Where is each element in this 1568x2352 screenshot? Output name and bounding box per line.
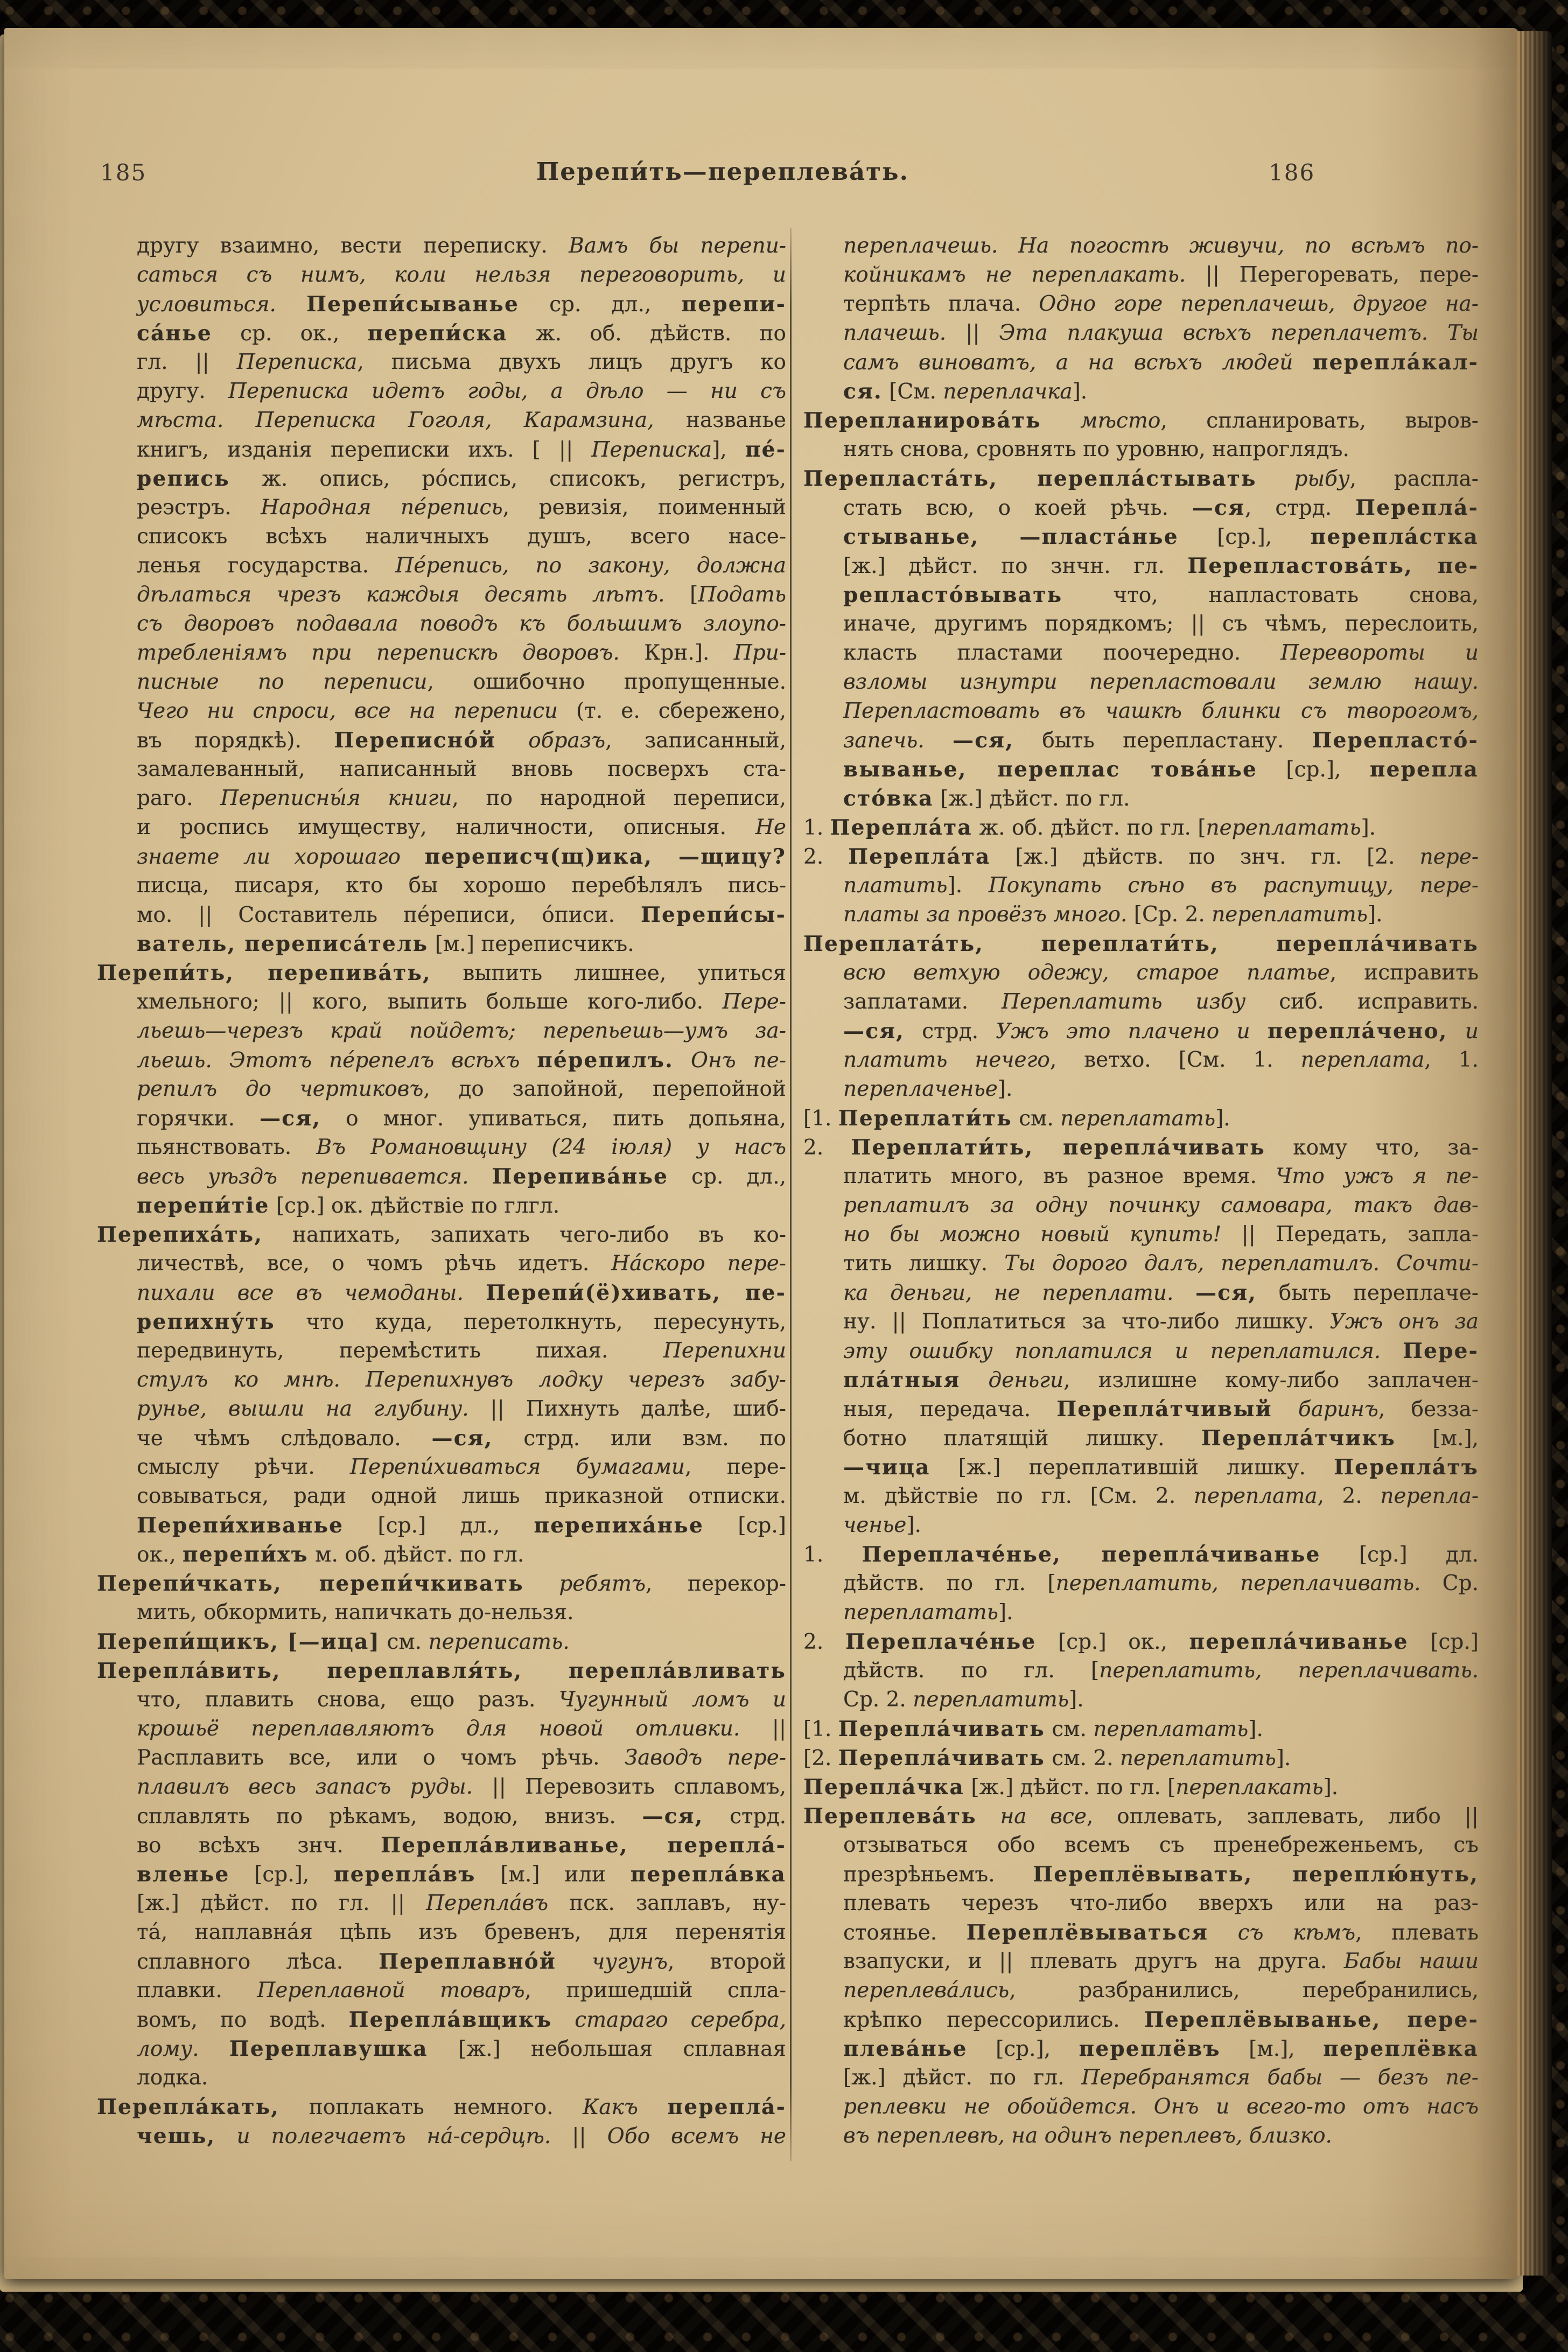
text-line: репись ж. опись, ро́спись, списокъ, регистръ,	[137, 466, 786, 491]
text-line: дѣйств. по гл. [переплатить, переплачивать. Ср.	[843, 1571, 1479, 1595]
text-line: [ж.] дѣйст. по гл. Перебранятся бабы — безъ пе-	[843, 2066, 1479, 2090]
text-line: выванье, переплас това́нье [ср.], перепла	[843, 757, 1479, 782]
text-line: въ порядкѣ). Переписно́й образъ, записанный,	[137, 728, 786, 753]
text-line: ныя, передача. Перепла́тчивый баринъ, безза-	[843, 1397, 1479, 1422]
text-line: терпѣть плача. Одно горе переплачешь, другое на-	[843, 292, 1479, 316]
text-line: сплавного лѣса. Переплавно́й чугунъ, второй	[137, 1949, 786, 1974]
text-line: замалеванный, написанный вновь посверхъ ста-	[137, 757, 786, 781]
text-line: Переплева́ть на все, оплевать, заплевать, либо ||	[803, 1804, 1479, 1829]
text-line: стыванье, —пласта́нье [ср.], перепла́стка	[843, 524, 1479, 549]
text-line: вомъ, по водѣ. Перепла́вщикъ стараго серебра,	[137, 2007, 787, 2032]
text-line: реэстръ. Народная пе́репись, ревизія, поименный	[137, 495, 786, 520]
text-line: Перепи́хиванье [ср.] дл., перепиха́нье [ср.]	[137, 1513, 786, 1538]
text-line: переплева́лись, разбранились, перебранились,	[843, 1978, 1479, 2003]
page-number-right: 186	[1269, 159, 1315, 186]
text-line: хмельного; || кого, выпить больше кого-либо. Пере-	[137, 990, 786, 1014]
text-line: тить лишку. Ты дорого далъ, переплатилъ. Сочти-	[843, 1251, 1479, 1276]
text-line: дѣйств. по гл. [переплатить, переплачивать.	[843, 1658, 1479, 1683]
text-line: презрѣньемъ. Переплёвывать, переплю́нуть,	[843, 1862, 1479, 1887]
text-line: плева́нье [ср.], переплёвъ [м.], переплёвка	[843, 2036, 1479, 2061]
text-line: раго. Переписны́я книги, по народной переписи,	[137, 786, 786, 810]
text-line: стать всю, о коей рѣчь. —ся, стрд. Перепла́-	[843, 495, 1479, 520]
text-line: 2. Переплати́ть, перепла́чивать кому что, за-	[803, 1135, 1479, 1160]
text-line: переплачешь. На погостѣ живучи, по всѣмъ по-	[843, 234, 1479, 258]
text-line: Перепиха́ть, напихать, запихать чего-либо въ ко-	[97, 1222, 786, 1247]
text-line: передвинуть, перемѣстить пихая. Перепихни	[137, 1339, 786, 1363]
text-line: взломы изнутри перепластовали землю нашу.	[843, 670, 1479, 694]
text-line: эту ошибку поплатился и переплатился. Пере-	[843, 1339, 1479, 1363]
text-line: другу. Переписка идетъ годы, а дѣло — ни съ	[137, 379, 786, 403]
text-line: [ж.] дѣйст. по гл. || Перепла́въ пск. заплавъ, ну-	[137, 1891, 786, 1915]
text-line: лодка.	[137, 2066, 208, 2090]
text-line: репихну́ть что куда, перетолкнуть, пересунуть,	[137, 1310, 786, 1334]
text-line: лому. Переплавушка [ж.] небольшая сплавная	[137, 2036, 786, 2061]
text-line: льешь—черезъ край пойдетъ; перепьешь—умъ за-	[137, 1019, 786, 1043]
text-line: 1. Перепла́та ж. об. дѣйст. по гл. [переплатать].	[803, 815, 1376, 840]
text-line: требленіямъ при перепискѣ дворовъ. Крн.]. При-	[137, 641, 786, 665]
text-line: 2. Переплаче́нье [ср.] ок., перепла́чиванье [ср.]	[803, 1629, 1479, 1654]
page-header	[4, 28, 1518, 186]
text-line: ватель, переписа́тель [м.] переписчикъ.	[137, 932, 634, 956]
text-line: —чица [ж.] переплатившій лишку. Перепла́тъ	[843, 1455, 1479, 1480]
text-line: но бы можно новый купить! || Передать, запла-	[843, 1222, 1479, 1247]
text-line: стулъ ко мнѣ. Перепихнувъ лодку черезъ забу-	[137, 1368, 786, 1392]
text-line: реплевки не обойдется. Онъ и всего-то отъ насъ	[843, 2095, 1479, 2119]
text-line: горячки. —ся, о мног. упиваться, пить допьяна,	[137, 1106, 786, 1131]
text-line: плевать черезъ что-либо вверхъ или на раз-	[843, 1891, 1479, 1915]
text-line: плавки. Переплавной товаръ, пришедшій спла-	[137, 1978, 786, 2003]
text-line: и роспись имуществу, наличности, описныя. Не	[137, 815, 786, 839]
text-line: плачешь. || Эта плакуша всѣхъ переплачетъ. Ты	[843, 321, 1479, 345]
text-line: ну. || Поплатиться за что-либо лишку. Ужъ онъ за	[843, 1310, 1479, 1334]
text-line: сто́вка [ж.] дѣйст. по гл.	[843, 786, 1130, 811]
right-column	[803, 232, 1479, 2151]
text-line: пла́тныя деньги, излишне кому-либо заплачен-	[843, 1368, 1479, 1392]
text-line: вленье [ср.], перепла́въ [м.] или перепла́вка	[137, 1862, 787, 1887]
text-line: чешь, и полегчаетъ на́-сердцѣ. || Обо всемъ не	[137, 2124, 786, 2148]
text-line: [1. Переплати́ть см. переплатать].	[803, 1106, 1230, 1131]
text-line: всю ветхую одежу, старое платье, исправить	[843, 961, 1479, 985]
text-line: нять снова, сровнять по уровню, напроглядъ.	[843, 437, 1349, 461]
text-line: че чѣмъ слѣдовало. —ся, стрд. или взм. по	[137, 1426, 787, 1451]
text-line: ченье].	[843, 1513, 921, 1537]
text-line: Перепласта́ть, перепла́стывать рыбу, распла-	[803, 466, 1479, 491]
text-line: писца, писаря, кто бы хорошо перебѣлялъ пись-	[137, 873, 786, 898]
text-line: Перепланирова́ть мѣсто, спланировать, выров-	[803, 408, 1479, 433]
text-line: заплатами. Переплатить избу сиб. исправить.	[843, 990, 1479, 1014]
text-line: Перепла́кать, поплакать немного. Какъ перепла́-	[97, 2095, 787, 2119]
text-line: Расплавить все, или о чомъ рѣчь. Заводъ пере-	[137, 1746, 787, 1770]
text-line: во всѣхъ знч. Перепла́вливанье, перепла́-	[137, 1833, 786, 1858]
text-line: личествѣ, все, о чомъ рѣчь идетъ. На́скоро пере-	[137, 1251, 786, 1276]
text-line: самъ виноватъ, а на всѣхъ людей перепла́кал-	[843, 350, 1479, 375]
text-line: [ж.] дѣйст. по знчн. гл. Перепластова́ть, пе-	[843, 554, 1479, 578]
text-line: саться съ нимъ, коли нельзя переговорить, и	[137, 263, 786, 287]
text-line: платы за провёзъ много. [Ср. 2. переплатить].	[843, 902, 1383, 927]
text-line: что, плавить снова, ещо разъ. Чугунный ломъ и	[137, 1688, 787, 1712]
text-line: ленья государства. Пе́репись, по закону, должна	[137, 554, 787, 578]
text-line: перепи́тіе [ср.] ок. дѣйствіе по глгл.	[137, 1193, 560, 1218]
text-line: платить много, въ разное время. Что ужъ я пе-	[843, 1164, 1479, 1188]
text-line: мить, обкормить, напичкать до-нельзя.	[137, 1600, 574, 1625]
text-line: ка деньги, не переплати. —ся, быть переплаче-	[843, 1280, 1479, 1305]
text-line: Переплата́ть, переплати́ть, перепла́чивать	[803, 932, 1479, 956]
page-number-left: 185	[100, 159, 147, 186]
text-line: [2. Перепла́чивать см. 2. переплатить].	[803, 1746, 1291, 1770]
text-line: репилъ до чертиковъ, до запойной, перепойной	[137, 1077, 786, 1101]
text-line: пихали все въ чемоданы. Перепи́(ё)хивать, пе-	[137, 1280, 786, 1305]
text-line: Перепи́ть, перепива́ть, выпить лишнее, упиться	[97, 961, 786, 985]
text-line: Перепи́чкать, перепи́чкивать ребятъ, перекор-	[97, 1571, 786, 1596]
left-column	[97, 232, 786, 2151]
column-divider	[790, 228, 792, 2161]
text-line: иначе, другимъ порядкомъ; || съ чѣмъ, переслоить,	[843, 612, 1479, 636]
text-line: смыслу рѣчи. Перепи́хиваться бумагами, пере-	[137, 1455, 787, 1479]
text-line: отзываться обо всемъ съ пренебреженьемъ, съ	[843, 1833, 1479, 1857]
text-line: —ся, стрд. Ужъ это плачено и перепла́чено, и	[843, 1019, 1479, 1044]
text-line: стоянье. Переплёвываться съ кѣмъ, плевать	[843, 1920, 1479, 1945]
text-line: въ переплевѣ, на одинъ переплевъ, близко.	[843, 2124, 1332, 2148]
text-line: Чего ни спроси, все на переписи (т. е. сбережено,	[137, 699, 786, 723]
text-line: писные по переписи, ошибочно пропущенные.	[137, 670, 786, 694]
text-line: запечь. —ся, быть перепластану. Перепласто́-	[843, 728, 1479, 753]
text-line: другу взаимно, вести переписку. Вамъ бы перепи-	[137, 234, 787, 258]
text-line: переплаченье].	[843, 1077, 1013, 1101]
text-line: Перепла́вить, переплавля́ть, перепла́вливать	[97, 1658, 786, 1683]
text-line: реплатилъ за одну починку самовара, такъ дав-	[843, 1193, 1479, 1217]
text-line: взапуски, и || плевать другъ на друга. Бабы наши	[843, 1949, 1479, 1973]
text-line: платить]. Покупать сѣно въ распутицу, пере-	[843, 873, 1479, 898]
text-line: крѣпко перессорились. Переплёвыванье, пере-	[843, 2007, 1479, 2032]
text-line: списокъ всѣхъ наличныхъ душъ, всего насе-	[137, 524, 786, 549]
text-line: Перепи́щикъ, [—ица] см. переписать.	[97, 1629, 570, 1654]
text-line: 1. Переплаче́нье, перепла́чиванье [ср.] дл.	[803, 1542, 1479, 1567]
text-line: койникамъ не переплакать. || Перегоревать, пере-	[843, 263, 1479, 287]
text-line: [1. Перепла́чивать см. переплатать].	[803, 1717, 1263, 1741]
text-line: репласто́вывать что, напластовать снова,	[843, 583, 1479, 607]
text-line: та́, наплавна́я цѣпь изъ бревенъ, для перенятія	[137, 1920, 786, 1944]
text-line: Перепластовать въ чашкѣ блинки съ творогомъ,	[843, 699, 1479, 723]
text-line: съ дворовъ подавала поводъ къ большимъ злоупо-	[137, 612, 786, 636]
text-line: условиться. Перепи́сыванье ср. дл., перепи-	[137, 292, 786, 317]
text-line: крошьё переплавляютъ для новой отливки. ||	[137, 1717, 786, 1741]
text-line: льешь. Этотъ пе́репелъ всѣхъ пе́репилъ. Онъ пе-	[137, 1048, 787, 1073]
text-line: книгъ, изданія переписки ихъ. [ || Переписка], пе́-	[137, 437, 786, 462]
text-line: пьянствовать. Въ Романовщину (24 іюля) у насъ	[137, 1135, 786, 1159]
text-line: плавилъ весь запасъ руды. || Перевозить сплавомъ,	[137, 1775, 786, 1799]
text-line: Ср. 2. переплатить].	[843, 1688, 1084, 1712]
running-title: Перепи́ть—переплева́ть.	[536, 157, 909, 186]
text-line: Перепла́чка [ж.] дѣйст. по гл. [переплакать].	[803, 1775, 1339, 1800]
text-line: ок., перепи́хъ м. об. дѣйст. по гл.	[137, 1542, 524, 1567]
text-line: са́нье ср. ок., перепи́ска ж. об. дѣйств. по	[137, 321, 786, 346]
text-line: совываться, ради одной лишь приказной отписки.	[137, 1484, 786, 1508]
text-line: мѣста. Переписка Гоголя, Карамзина, названье	[137, 408, 786, 432]
text-line: класть пластами поочередно. Перевороты и	[843, 641, 1479, 665]
text-line: переплатать].	[843, 1600, 1013, 1625]
text-line: ботно платящій лишку. Перепла́тчикъ [м.],	[843, 1426, 1479, 1451]
text-line: платить нечего, ветхо. [См. 1. переплата, 1.	[843, 1048, 1479, 1072]
text-line: мо. || Составитель пе́реписи, о́писи. Перепи́сы-	[137, 902, 786, 927]
text-line: сплавлять по рѣкамъ, водою, внизъ. —ся, стрд.	[137, 1804, 786, 1829]
text-line: весь уѣздъ перепивается. Перепива́нье ср. дл.,	[137, 1164, 786, 1189]
book-fore-edge	[1517, 31, 1552, 2276]
text-line: знаете ли хорошаго переписч(щ)ика, —щицу?	[137, 844, 786, 869]
text-line: ся. [См. переплачка].	[843, 379, 1088, 404]
text-line: гл. || Переписка, письма двухъ лицъ другъ ко	[137, 350, 786, 374]
book-page	[4, 28, 1518, 2279]
text-line: дѣлаться чрезъ каждыя десять лѣтъ. [Подать	[137, 583, 786, 607]
text-line: м. дѣйствіе по гл. [См. 2. переплата, 2. перепла-	[843, 1484, 1479, 1508]
text-line: рунье, вышли на глубину. || Пихнуть далѣе, шиб-	[137, 1397, 786, 1421]
text-line: 2. Перепла́та [ж.] дѣйств. по знч. гл. [2. пере-	[803, 844, 1479, 869]
